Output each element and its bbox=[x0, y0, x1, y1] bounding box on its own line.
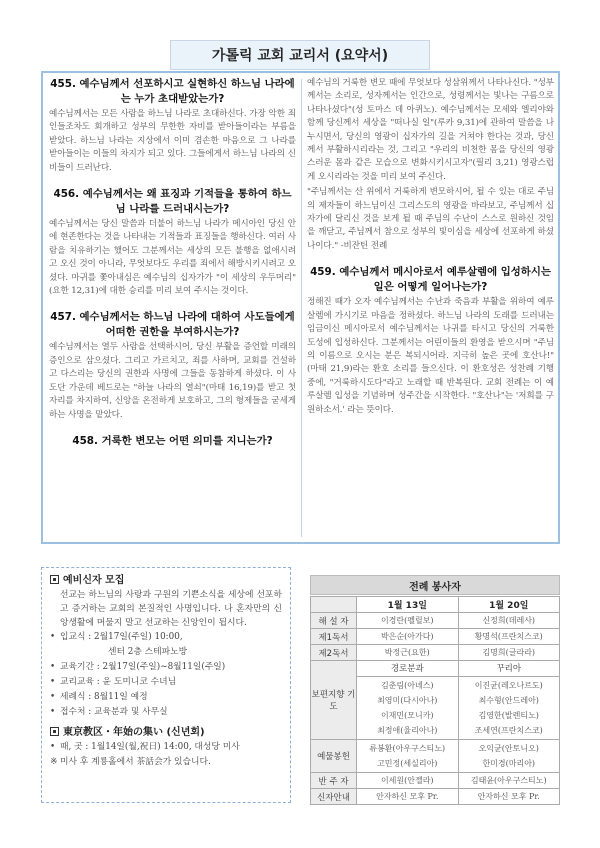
roster-cell: 김춘림(아녜스) 최영미(다시아나) 이재민(모니카) 최정애(율리아나) bbox=[357, 677, 459, 740]
catechism-left-column bbox=[49, 77, 296, 460]
question-title: 457. 예수님께서는 하느님 나라에 대하여 사도들에게 어떠한 권한을 부여하시는가? bbox=[50, 311, 295, 338]
question-457 bbox=[49, 310, 296, 421]
question-458-answer bbox=[307, 77, 554, 184]
catechumen-list bbox=[50, 630, 282, 720]
table-row bbox=[311, 645, 560, 661]
question-455 bbox=[49, 77, 296, 175]
catechumen-heading bbox=[50, 574, 282, 588]
date-header: 1월 20일 bbox=[458, 597, 560, 613]
group-header: 꾸리아 bbox=[458, 661, 560, 677]
roster-cell: 황명석(프란치스코) bbox=[458, 629, 560, 645]
table-row bbox=[311, 740, 560, 773]
role-label: 제1독서 bbox=[311, 629, 357, 645]
list-item: ※ 미사 후 계룡홀에서 茶話会가 있습니다. bbox=[50, 757, 211, 767]
catechumen-title: 예비신자 모집 bbox=[63, 575, 125, 586]
role-label: 해 설 자 bbox=[311, 613, 357, 629]
roster-cell: 김태윤(아우구스티노) bbox=[458, 773, 560, 789]
question-title: 459. 예수님께서 메시아로서 예루살렘에 입성하시는 일은 어떻게 일어나는가? bbox=[310, 266, 551, 293]
roster-cell: 김명희(글라라) bbox=[458, 645, 560, 661]
question-body: 예수님께서는 당신 말씀과 더불어 하느님 나라가 메시아인 당신 안에 현존한다는 것을 나타내는 기적들과 표징들을 행하신다. 여러 사람을 치유하기는 했어도 그분께서는 세상의 모든 불행을 없애시려고 오신 것이 아니라, 무엇보다도 우리를 죄에서 해방시키시려고 오셨다. 마귀를 쫓아내심은 예수님의 십자가가 "이 세상의 우두머리"(요한 12,31)에 대한 승리를 미리 보여 주시는 것이다. bbox=[49, 219, 296, 297]
list-item: • 때, 곳 : 1월14일(월,祝日) 14:00, 대성당 미사 bbox=[50, 742, 240, 752]
roster-cell: 안자하신 모후 Pr. bbox=[357, 789, 459, 805]
roster-cell: 신정희(데레사) bbox=[458, 613, 560, 629]
catechumen-text: 선교는 하느님의 사랑과 구원의 기쁜소식을 세상에 선포하고 증거하는 교회의 본질적인 사명입니다. 나 혼자만의 신앙생활에 머물지 말고 선교하는 신앙인이 됩시다. bbox=[60, 590, 282, 628]
role-label: 제2독서 bbox=[311, 645, 357, 661]
date-header: 1월 13일 bbox=[357, 597, 459, 613]
page-title-text: 가톨릭 교회 교리서 (요약서) bbox=[211, 48, 389, 64]
roster-cell: 박은순(아가다) bbox=[357, 629, 459, 645]
roster-cell: 이세원(안젤라) bbox=[357, 773, 459, 789]
roster-cell: 안자하신 모후 Pr. bbox=[458, 789, 560, 805]
role-label: 보편지향 기 도 bbox=[311, 661, 357, 740]
table-row bbox=[311, 629, 560, 645]
notice-box bbox=[41, 567, 291, 803]
roster-cell: 류봉환(아우구스티노) 고민정(세실리아) bbox=[357, 740, 459, 773]
role-label: 예물봉헌 bbox=[311, 740, 357, 773]
roster-title: 전례 봉사자 bbox=[310, 575, 560, 595]
table-row bbox=[311, 661, 560, 677]
group-header: 경로분과 bbox=[357, 661, 459, 677]
list-item: • 교리교육 : 윤 도미니코 수녀님 bbox=[50, 677, 177, 687]
table-row bbox=[311, 773, 560, 789]
question-body: 예수님께서는 열두 사람을 선택하시어, 당신 부활을 증언할 미래의 증인으로 삼으셨다. 그리고 가르치고, 죄를 사하며, 교회를 건설하고 다스리는 당신의 권한과 사명에 그들을 동참하게 하셨다. 이 사도단 가운데 베드로는 "하늘 나라의 열쇠"(마태 16,19)를 받고 첫자리를 차지하여, 신앙을 온전하게 보호하고, 그의 형제들을 굳세게 하는 사명을 맡았다. bbox=[49, 342, 296, 420]
newyear-title: 東京教区・年始の集い (신년회) bbox=[63, 727, 205, 738]
question-body: 예수님의 거룩한 변모 때에 무엇보다 성삼위께서 나타나신다. "성부께서는 소리로, 성자께서는 인간으로, 성령께서는 빛나는 구름으로 나타나셨다"(성 토마스 데 아퀴노). 예수님께서는 모세와 엘리야와 함께 당신께서 세상을 "떠나실 일"(루카 9,31)에 관하여 말씀을 나누시면서, 당신의 영광이 십자가의 길을 거쳐야 한다는 것과, 당신께서 부활하시리라는 것, 그리고 "우리의 비천한 몸을 당신의 영광스러운 몸과 같은 모습으로 변화시키시고자"(필리 3,21) 영광스럽게 오시리라는 것을 미리 보여 주신다. bbox=[307, 78, 554, 182]
question-456 bbox=[49, 187, 296, 298]
quote-text: "주님께서는 산 위에서 거룩하게 변모하시어, 될 수 있는 대로 주님의 제자들이 하느님이신 그리스도의 영광을 바라보고, 주님께서 십자가에 달리신 것을 보게 될 때 주님의 수난이 스스로 원하신 것임을 깨닫고, 주님께서 참으로 성부의 빛이심을 세상에 선포하게 하셨나이다." -비잔틴 전례 bbox=[307, 187, 554, 251]
question-459 bbox=[307, 265, 554, 417]
list-item: • 접수처 : 교육분과 및 사무실 bbox=[50, 707, 168, 717]
square-bullet-icon bbox=[50, 575, 59, 584]
roster-cell: 이경란(펠릴보) bbox=[357, 613, 459, 629]
newyear-heading bbox=[50, 726, 282, 740]
roster-cell: 오익균(안토니오) 한미경(마리아) bbox=[458, 740, 560, 773]
question-body: 정해진 때가 오자 예수님께서는 수난과 죽음과 부활을 위하여 예루살렘에 가시기로 마음을 정하셨다. 하느님 나라의 도래를 드러내는 임금이신 메시아로서 예수님께서는 나귀를 타시고 당신의 거룩한 도성에 입성하신다. 그분께서는 어린이들의 환영을 받으시며 "주님의 이름으로 오시는 분은 복되시어라. 지극히 높은 곳에 호산나!"(마태 21,9)라는 환호 소리를 들으신다. 이 환호성은 성찬례 기행 중에, "거룩하시도다"라고 노래할 때 반복된다. 교회 전례는 이 예루살렘 입성을 기념하며 성주간을 시작한다. "호산나"는 '저희를 구원하소서.' 라는 뜻이다. bbox=[307, 297, 554, 415]
roster-table bbox=[310, 596, 560, 805]
column-divider bbox=[301, 79, 302, 537]
catechism-section bbox=[41, 71, 560, 544]
byzantine-quote bbox=[307, 186, 554, 253]
table-row bbox=[311, 613, 560, 629]
question-title: 455. 예수님께서 선포하시고 실현하신 하느님 나라에는 누가 초대받았는가? bbox=[50, 78, 295, 105]
list-item-sub: 센터 2층 스테파노방 bbox=[108, 647, 188, 657]
list-item: • 입교식 : 2월17일(주일) 10:00, bbox=[50, 632, 183, 642]
question-title: 458. 거룩한 변모는 어떤 의미를 지니는가? bbox=[72, 434, 273, 447]
question-body: 예수님께서는 모든 사람을 하느님 나라로 초대하신다. 가장 악한 죄인들조차도 회개하고 성부의 무한한 자비를 받아들이라는 부름을 받았다. 하느님 나라는 지상에서 이미 겸손한 마음으로 그 나라를 받아들이는 이들의 차지가 되고 있다. 그들에게서 하느님 나라의 신비들이 드러난다. bbox=[49, 109, 296, 173]
list-item: • 교육기간 : 2월17일(주일)~8월11일(주일) bbox=[50, 662, 226, 672]
square-bullet-icon bbox=[50, 727, 59, 736]
catechism-right-column bbox=[307, 77, 554, 429]
question-458 bbox=[49, 434, 296, 449]
role-label: 반 주 자 bbox=[311, 773, 357, 789]
roster-cell: 박정근(요한) bbox=[357, 645, 459, 661]
liturgy-roster bbox=[310, 575, 560, 805]
page-title bbox=[170, 40, 430, 70]
question-title: 456. 예수님께서는 왜 표징과 기적들을 통하여 하느님 나라를 드러내시는가? bbox=[53, 188, 292, 215]
list-item: • 세례식 : 8월11일 예정 bbox=[50, 692, 148, 702]
newyear-list bbox=[50, 740, 282, 770]
roster-cell: 이진균(레오나르도) 최수형(안드레아) 김영한(발렌티노) 조세연(프란치스코) bbox=[458, 677, 560, 740]
table-row bbox=[311, 789, 560, 805]
table-header-row bbox=[311, 597, 560, 613]
role-label: 신자안내 bbox=[311, 789, 357, 805]
